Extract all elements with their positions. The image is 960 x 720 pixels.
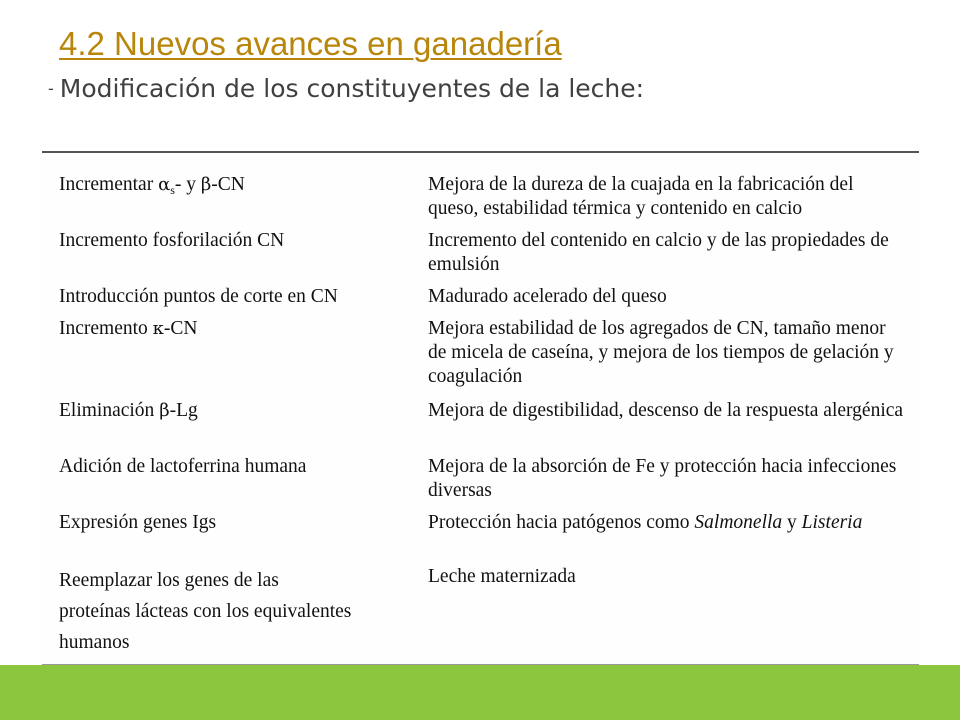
modification-cell: Incremento fosforilación CN: [59, 230, 285, 251]
effect-cell: Mejora de digestibilidad, descenso de la respuesta alergénica: [428, 400, 904, 421]
modification-cell: Incrementar $\alpha_s-$ y β-CN: [59, 174, 245, 197]
modification-cell: Reemplazar los genes de las proteínas lácteas con los equivalentes humanos: [59, 570, 352, 653]
effect-cell: Incremento del contenido en calcio y de las propiedades de emulsión: [428, 230, 889, 275]
modification-cell: Introducción puntos de corte en CN: [59, 286, 338, 307]
listeria-term: Listeria: [801, 512, 863, 533]
milk-modifications-table: [42, 151, 919, 665]
subtitle: [48, 71, 644, 107]
effect-cell: Protección hacia patógenos como Salmonella y Listeria: [428, 512, 863, 533]
effect-cell: Leche maternizada: [428, 566, 576, 587]
subscript-s: s: [170, 183, 175, 197]
page-title: 4.2 Nuevos avances en ganadería: [59, 25, 562, 62]
effect-cell: Madurado acelerado del queso: [428, 286, 667, 307]
subtitle-text: Modificación de los constituyentes de la leche:: [59, 74, 645, 103]
salmonella-term: Salmonella: [694, 512, 783, 533]
effect-cell: Mejora estabilidad de los agregados de CN, tamaño menor de micela de caseína, y mejora de los tiempos de gelación y coagulación: [428, 318, 894, 387]
beta-symbol: β: [200, 174, 212, 195]
modification-cell: Incremento κ-CN: [59, 318, 198, 339]
footer-accent-bar: [0, 665, 960, 720]
alpha-symbol: α: [158, 174, 171, 195]
effect-cell: Mejora de la dureza de la cuajada en la fabricación del queso, estabilidad térmica y contenido en calcio: [428, 174, 854, 219]
effect-cell: Mejora de la absorción de Fe y protección hacia infecciones diversas: [428, 456, 897, 501]
modification-cell: Adición de lactoferrina humana: [59, 456, 307, 477]
modification-cell: Eliminación β-Lg: [59, 400, 198, 421]
kappa-symbol: κ: [152, 318, 164, 339]
modification-cell: Expresión genes Igs: [59, 512, 217, 533]
subtitle-bullet: -: [48, 79, 54, 98]
beta-symbol: β: [159, 400, 170, 421]
